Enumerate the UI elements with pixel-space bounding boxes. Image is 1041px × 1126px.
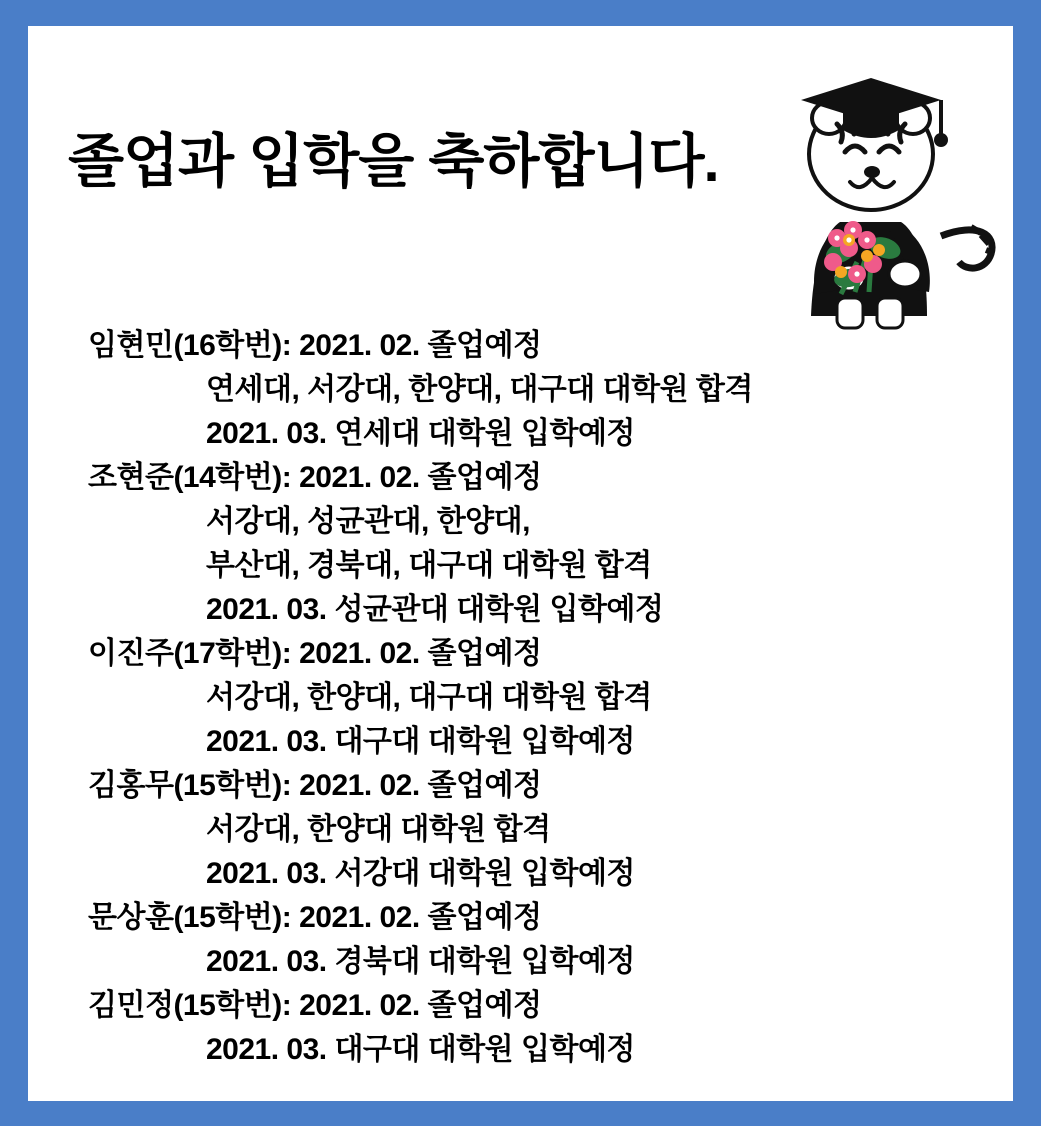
entry-line: 문상훈(15학번): 2021. 02. 졸업예정	[88, 901, 542, 934]
graduate-list	[88, 324, 988, 1072]
entry-line: 서강대, 한양대, 대구대 대학원 합격	[206, 681, 652, 714]
list-item	[88, 764, 988, 896]
poster-card	[28, 26, 1013, 1101]
entry-line: 2021. 03. 성균관대 대학원 입학예정	[206, 593, 664, 626]
list-item	[88, 456, 988, 632]
entry-line: 부산대, 경북대, 대구대 대학원 합격	[206, 549, 652, 582]
tiger-graduate-icon	[745, 26, 1005, 346]
entry-line: 조현준(14학번): 2021. 02. 졸업예정	[88, 461, 542, 494]
entry-line: 김홍무(15학번): 2021. 02. 졸업예정	[88, 769, 542, 802]
page-title: 졸업과 입학을 축하합니다.	[68, 129, 719, 194]
list-item	[88, 632, 988, 764]
list-item	[88, 324, 988, 456]
entry-line: 2021. 03. 대구대 대학원 입학예정	[206, 725, 635, 758]
list-item	[88, 984, 988, 1072]
entry-line: 이진주(17학번): 2021. 02. 졸업예정	[88, 637, 542, 670]
entry-line: 2021. 03. 경북대 대학원 입학예정	[206, 945, 635, 978]
entry-line: 연세대, 서강대, 한양대, 대구대 대학원 합격	[206, 373, 753, 406]
entry-line: 서강대, 성균관대, 한양대,	[206, 505, 530, 538]
entry-line: 서강대, 한양대 대학원 합격	[206, 813, 551, 846]
list-item	[88, 896, 988, 984]
entry-line: 2021. 03. 대구대 대학원 입학예정	[206, 1033, 635, 1066]
entry-line: 임현민(16학번): 2021. 02. 졸업예정	[88, 329, 542, 362]
entry-line: 2021. 03. 연세대 대학원 입학예정	[206, 417, 635, 450]
entry-line: 김민정(15학번): 2021. 02. 졸업예정	[88, 989, 542, 1022]
entry-line: 2021. 03. 서강대 대학원 입학예정	[206, 857, 635, 890]
